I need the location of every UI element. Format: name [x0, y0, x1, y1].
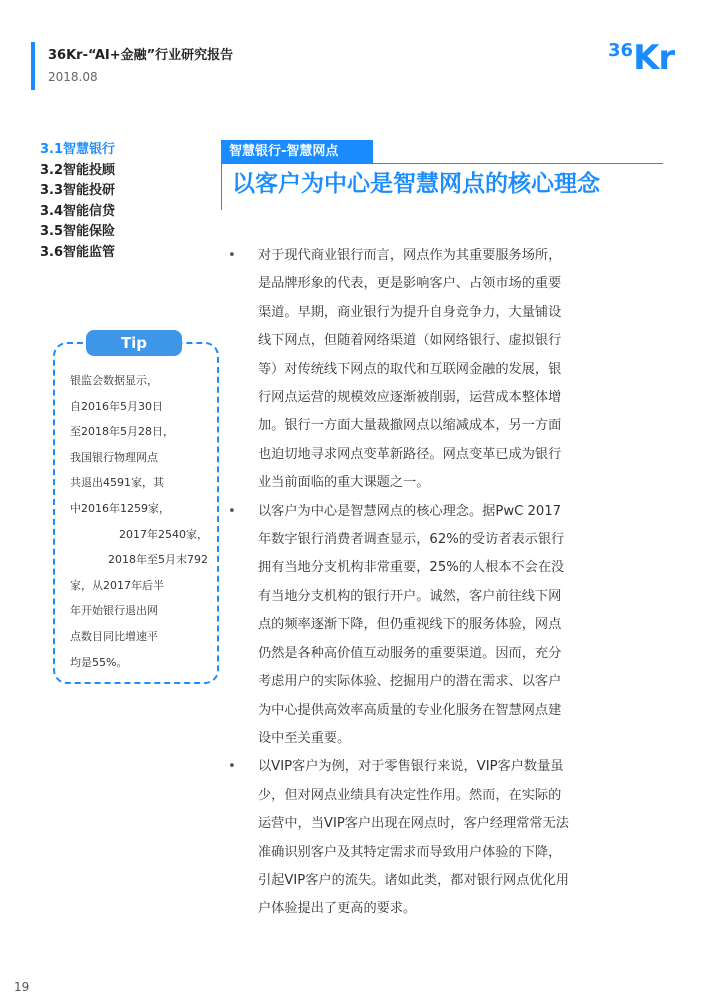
tip-line: 家，从2017年后半	[70, 578, 164, 592]
toc-item-smart-credit[interactable]: 3.4智能信贷	[40, 203, 116, 219]
logo-letters: Kr	[633, 38, 675, 78]
paragraph-line: 对于现代商业银行而言，网点作为其重要服务场所，	[258, 248, 562, 263]
bullet-icon: •	[228, 503, 236, 519]
paragraph-line: 加。银行一方面大量裁撤网点以缩减成本，另一方面	[258, 418, 562, 434]
paragraph-line: 拥有当地分支机构非常重要，25%的人根本不会在没	[258, 560, 565, 576]
paragraph-line: 线下网点，但随着网络渠道（如网络银行、虚拟银行	[258, 333, 562, 349]
paragraph-line: 渠道。早期，商业银行为提升自身竞争力，大量铺设	[258, 304, 562, 320]
tip-line: 共退出4591家，其	[70, 476, 164, 490]
page-title: 以客户为中心是智慧网点的核心理念	[232, 171, 600, 197]
tip-label: Tip	[86, 330, 182, 356]
paragraph-line: 少，但对网点业绩具有决定性作用。然而，在实际的	[258, 787, 562, 803]
report-title: 36Kr-“AI+金融”行业研究报告	[48, 48, 234, 63]
tip-line: 点数目同比增速平	[70, 629, 158, 643]
page-number: 19	[14, 980, 30, 994]
bullet-icon: •	[228, 759, 236, 775]
tip-line: 2018年至5月末792	[108, 553, 208, 567]
bullet-paragraph	[228, 753, 668, 923]
bullet-paragraph	[228, 242, 668, 498]
paragraph-line: 准确识别客户及其特定需求而导致用户体验的下降，	[258, 844, 562, 860]
tip-text	[70, 368, 208, 675]
paragraph-line: 行网点运营的规模效应逐渐被削弱，运营成本整体增	[258, 390, 562, 406]
title-accent-line	[221, 164, 222, 210]
paragraph-line: 业当前面临的重大课题之一。	[258, 475, 430, 491]
table-of-contents	[40, 140, 115, 263]
tip-line: 我国银行物理网点	[70, 450, 158, 464]
tip-line: 银监会数据显示，	[70, 374, 158, 387]
section-tag-rule	[373, 163, 663, 164]
36kr-logo	[608, 38, 674, 78]
paragraph-line: 是品牌形象的代表，更是影响客户、占领市场的重要	[258, 276, 562, 292]
tip-line: 2017年2540家，	[119, 527, 208, 541]
paragraph-line: 年数字银行消费者调查显示，62%的受访者表示银行	[258, 532, 565, 548]
toc-item-smart-research[interactable]: 3.3智能投研	[40, 183, 116, 198]
bullet-paragraph	[228, 498, 668, 754]
report-date: 2018.08	[48, 70, 98, 84]
paragraph-line: 为中心提供高效率高质量的专业化服务在智慧网点建	[258, 702, 562, 718]
tip-line: 自2016年5月30日	[70, 399, 163, 413]
paragraph-line: 仍然是各种高价值互动服务的重要渠道。因而，充分	[258, 645, 562, 661]
paragraph-line: 以VIP客户为例，对于零售银行来说，VIP客户数量虽	[258, 759, 564, 775]
paragraph-line: 设中至关重要。	[258, 730, 351, 746]
section-tag: 智慧银行-智慧网点	[221, 140, 373, 164]
toc-item-smart-insurance[interactable]: 3.5智能保险	[40, 224, 116, 239]
tip-line: 均是55%。	[70, 655, 128, 669]
paragraph-line: 点的频率逐渐下降，但仍重视线下的服务体验，网点	[258, 617, 562, 633]
tip-line: 至2018年5月28日，	[70, 425, 174, 439]
tip-line: 中2016年1259家，	[70, 501, 170, 515]
header-accent-bar	[31, 42, 35, 90]
toc-item-robo-advisor[interactable]: 3.2智能投顾	[40, 162, 116, 178]
paragraph-line: 也迫切地寻求网点变革新路径。网点变革已成为银行	[258, 446, 562, 462]
article-body	[228, 242, 668, 924]
logo-number: 36	[608, 40, 634, 61]
paragraph-line: 户体验提出了更高的要求。	[258, 901, 417, 917]
paragraph-line: 以客户为中心是智慧网点的核心理念。据PwC 2017	[258, 503, 562, 519]
bullet-icon: •	[228, 248, 236, 263]
paragraph-line: 考虑用户的实际体验、挖掘用户的潜在需求、以客户	[258, 674, 562, 690]
tip-line: 年开始银行退出网	[70, 604, 158, 618]
toc-item-smart-bank[interactable]: 3.1智慧银行	[40, 142, 116, 157]
paragraph-line: 有当地分支机构的银行开户。诚然，客户前往线下网	[258, 588, 562, 604]
paragraph-line: 引起VIP客户的流失。诸如此类，都对银行网点优化用	[258, 872, 569, 888]
paragraph-line: 运营中，当VIP客户出现在网点时，客户经理常常无法	[258, 816, 569, 832]
paragraph-line: 等）对传统线下网点的取代和互联网金融的发展，银	[258, 361, 562, 377]
toc-item-smart-regulation[interactable]: 3.6智能监管	[40, 244, 116, 260]
